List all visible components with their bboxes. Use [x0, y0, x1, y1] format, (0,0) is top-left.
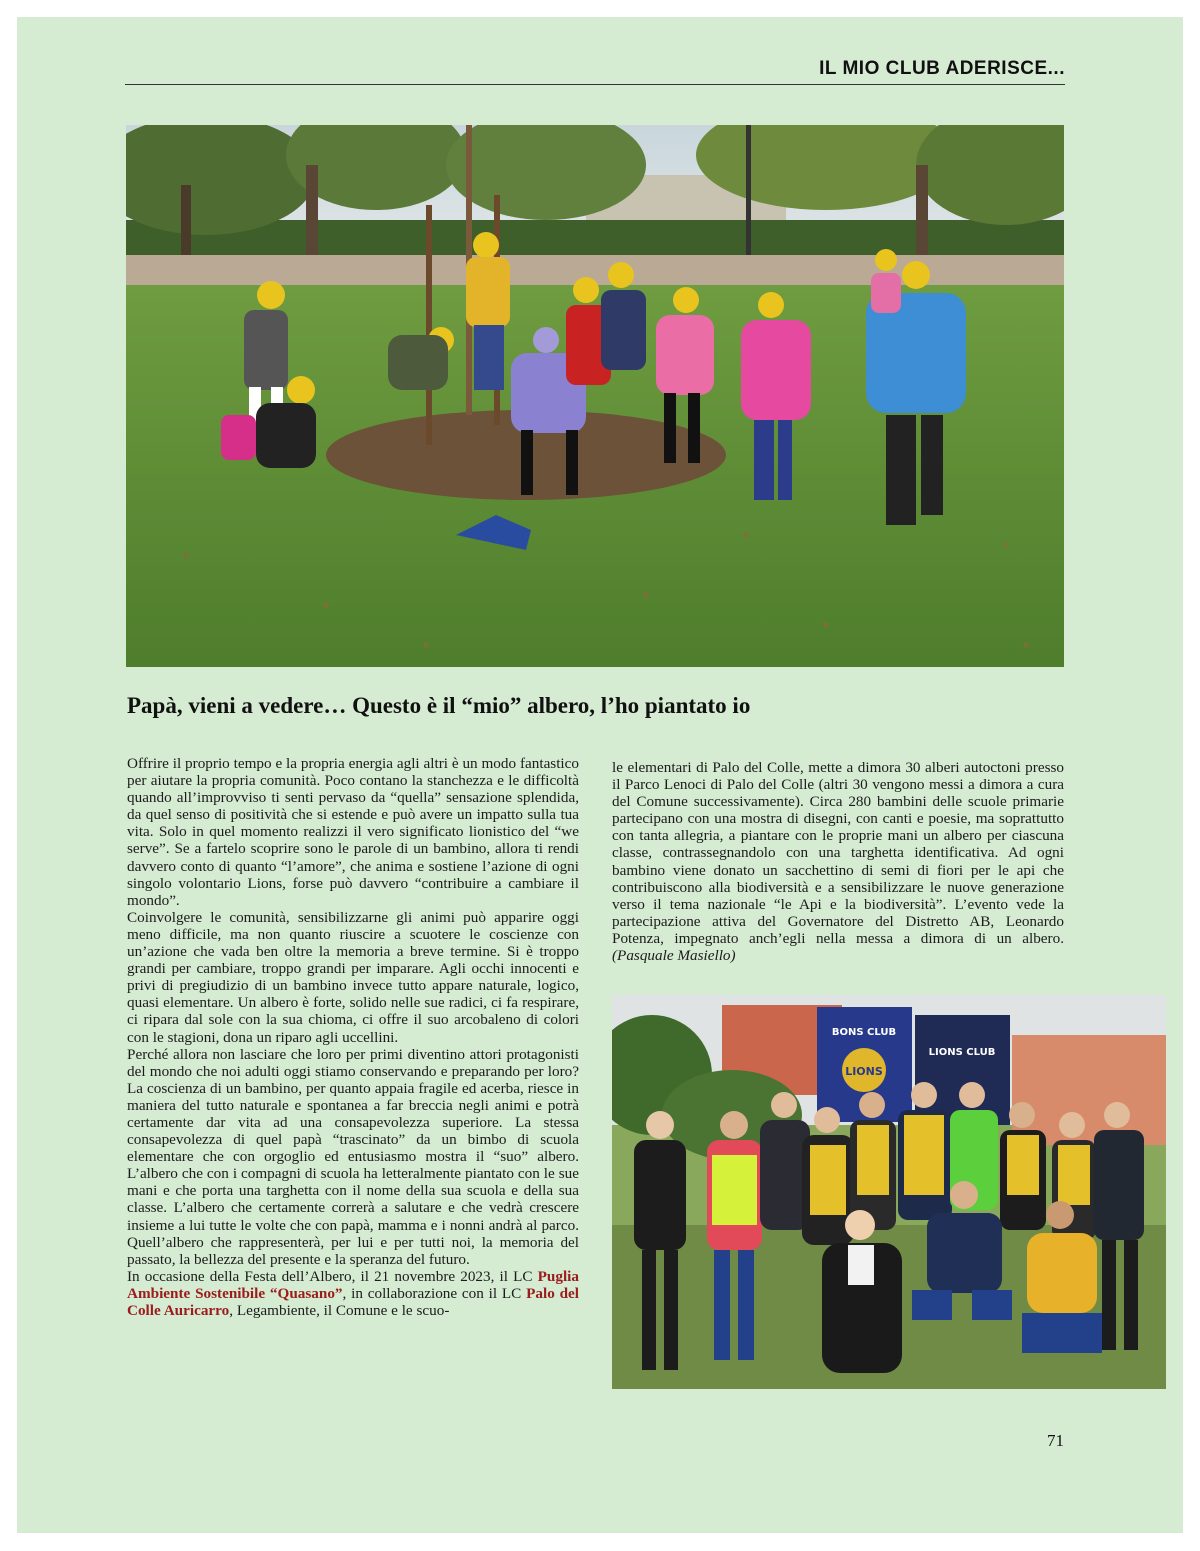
paragraph-text: , Legambiente, il Comune e le scuo- [229, 1302, 450, 1319]
banner-right-text: LIONS CLUB [928, 1047, 996, 1058]
article-right-column [612, 759, 1064, 964]
article-left-column [127, 755, 579, 1319]
article-author: (Pasquale Masiello) [612, 947, 736, 965]
lions-club-group-photo [612, 995, 1166, 1389]
paragraph [127, 1268, 579, 1319]
banner-left-text: BONS CLUB [831, 1027, 897, 1038]
article-title: Papà, vieni a vedere… Questo è il “mio” albero, l’ho piantato io [127, 693, 751, 718]
paragraph-text: In occasione della Festa dell’Albero, il 21 novembre 2023, il LC [127, 1267, 538, 1285]
page-number: 71 [1047, 1431, 1064, 1450]
club-name: Palo del Colle Auricarro [127, 1284, 580, 1319]
banner-emblem-text: LIONS [845, 1065, 883, 1078]
club-name: Puglia Ambiente Sostenibile “Quasano” [127, 1267, 579, 1302]
section-title: IL MIO CLUB ADERISCE... [819, 58, 1065, 79]
paragraph-text: le elementari di Palo del Colle, mette a dimora 30 alberi autoctoni presso il Parco Lenoci di Palo del Colle (altri 30 vengono messi a dimora a cura del Comune successivamente). Circa 280 bambini delle scuole primarie partecipano con una mostra di disegni, con canti e poesie, ma soprattutto con tanta allegria, a piantare con le proprie mani un albero per ciascuna classe, contrassegnandolo con una targhetta identificativa. Ad ogni bambino viene donato un sacchettino di semi di fiori per le api che contribuiscono alla biodiversità e a sensibilizzare le nuove generazione verso il tema nazionale “le Api e la biodiversità”. L’evento vede la partecipazione attiva del Governatore del Distretto AB, Leonardo Potenza, impegnato anch’egli nella messa a dimora di un albero. [612, 759, 1064, 947]
section-header [125, 58, 1065, 85]
photo-illustration [612, 995, 1166, 1389]
paragraph-text: , in collaborazione con il LC [342, 1284, 527, 1302]
paragraph: Perché allora non lasciare che loro per primi diventino attori protagonisti del mondo che noi adulti oggi stiamo conservando e preparando per loro? La coscienza di un bambino, per quanto appaia fragile ed acerba, riesce in maniera del tutto naturale e spontanea a far breccia negli animi e potrà certamente dar vita ad una consapevolezza superiore. La stessa consapevolezza di quel papà “trascinato” da un bimbo di scuola elementare che con orgoglio ed entusiasmo mostra il “suo” albero. L’albero che con i compagni di scuola ha letteralmente piantato con le sue mani e che porta una targhetta con il nome della sua scuola e della sua classe. L’albero che certamente correrà a salutare e che vedrà crescere insieme a lui tutte le volte che con papà, mamma e i nonni andrà al parco. Quell’albero che rappresenterà, per lui e per tutti noi, la memoria del passato, la bellezza del presente e la speranza del futuro. [127, 1045, 579, 1268]
paragraph [612, 759, 1064, 964]
children-planting-trees-photo [126, 125, 1064, 667]
photo-illustration [126, 125, 1064, 667]
paragraph: Coinvolgere le comunità, sensibilizzarne gli animi può apparire oggi meno difficile, ma non quanto riuscire a scuotere le coscienze con un’azione che vada ben oltre la memoria a breve termine. Si è troppo grandi per cambiare, troppo grandi per imparare. Agli occhi innocenti e privi di pregiudizio di un bambino invece tutto appare naturale, logico, quasi elementare. Un albero è forte, solido nelle sue radici, ci fa respirare, ci ripara dal sole con la sua chioma, ci offre il suo arcobaleno di colori con le stagioni, dona un riparo agli uccellini. [127, 908, 579, 1046]
paragraph: Offrire il proprio tempo e la propria energia agli altri è un modo fantastico per aiutare la propria comunità. Poco contano la stanchezza e le difficoltà quando all’improvviso ti senti pervaso da “quella” sensazione splendida, da quel senso di positività che si estende e può avere un impatto sulla tua vita. Solo in quel momento realizzi il vero significato lionistico del “we serve”. Se a fartelo scoprire sono le parole di un bambino, allora ti rendi davvero conto di quanto “l’amore”, che anima e sostiene l’azione di ogni singolo volontario Lions, forse può davvero “contribuire a cambiare il mondo”. [127, 755, 579, 909]
